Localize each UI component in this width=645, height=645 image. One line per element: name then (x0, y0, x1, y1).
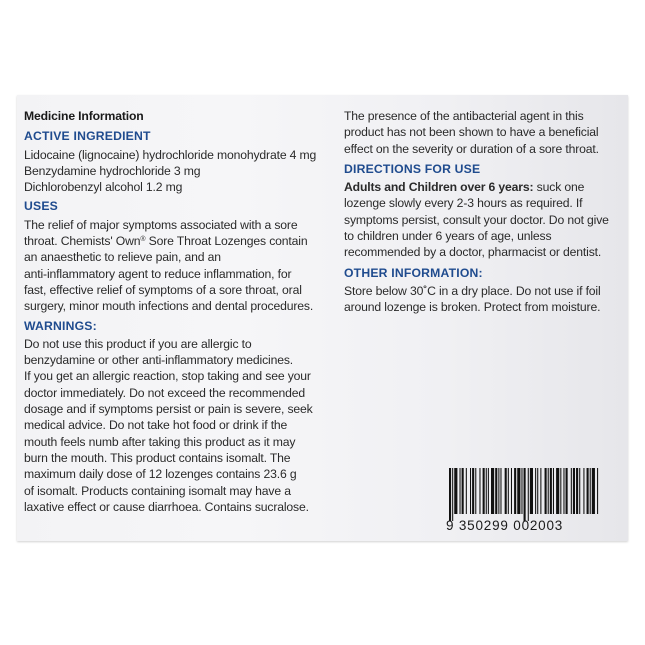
uses-line: anti-inflammatory agent to reduce inflammation, for (24, 266, 292, 281)
warnings-heading: WARNINGS: (24, 318, 97, 333)
right-column (344, 108, 626, 316)
warnings-line: Do not use this product if you are allergic to (24, 336, 252, 351)
directions-line: symptoms persist, consult your doctor. Do not give (344, 212, 609, 227)
warnings-text (24, 336, 334, 515)
active-ingredient-list (24, 147, 334, 196)
other-information-line: Store below 30˚C in a dry place. Do not use if foil (344, 283, 601, 298)
uses-line: an anaesthetic to relieve pain, and an (24, 250, 221, 265)
warnings-line: benzydamine or other anti-inflammatory medicines. (24, 353, 294, 368)
note-line: effect on the severity or duration of a sore throat. (344, 141, 599, 156)
ingredient-line: Dichlorobenzyl alcohol 1.2 mg (24, 180, 183, 195)
warnings-line: maximum daily dose of 12 lozenges contains 23.6 g (24, 467, 297, 482)
uses-text (24, 217, 334, 315)
uses-line-text: throat. Chemists' Own (24, 234, 141, 249)
directions-line (344, 179, 626, 195)
other-information-text (344, 283, 626, 316)
directions-heading: DIRECTIONS FOR USE (344, 161, 481, 176)
other-information-line: around lozenge is broken. Protect from moisture. (344, 300, 601, 315)
warnings-line: of isomalt. Products containing isomalt may have a (24, 483, 291, 498)
uses-line: The relief of major symptoms associated with a sore (24, 217, 298, 232)
directions-text (344, 179, 626, 260)
ingredient-line: Benzydamine hydrochloride 3 mg (24, 163, 201, 178)
registered-mark: ® (140, 236, 146, 244)
warnings-line: doctor immediately. Do not exceed the recommended (24, 385, 306, 400)
warnings-line: dosage and if symptoms persist or pain is severe, seek (24, 402, 313, 417)
barcode-number: 9 350299 002003 (446, 518, 564, 533)
uses-line: fast, effective relief of symptoms of a sore throat, oral (24, 282, 302, 297)
directions-line: recommended by a doctor, pharmacist or dentist. (344, 245, 602, 260)
ingredient-line: Lidocaine (lignocaine) hydrochloride monohydrate 4 mg (24, 147, 317, 162)
warnings-line: burn the mouth. This product contains isomalt. The (24, 450, 291, 465)
uses-line: surgery, minor mouth infections and dental procedures. (24, 299, 314, 314)
uses-heading: USES (24, 199, 58, 214)
other-information-heading: OTHER INFORMATION: (344, 265, 483, 280)
active-ingredient-heading: ACTIVE INGREDIENT (24, 129, 151, 144)
warnings-line: medical advice. Do not take hot food or drink if the (24, 418, 288, 433)
warnings-line: If you get an allergic reaction, stop taking and see your (24, 369, 311, 384)
warnings-line: laxative effect or cause diarrhoea. Contains sucralose. (24, 499, 309, 514)
directions-line: to children under 6 years of age, unless (344, 229, 552, 244)
uses-line (24, 233, 334, 249)
antibacterial-note (344, 108, 626, 157)
left-column (24, 108, 334, 515)
directions-line: lozenge slowly every 2-3 hours as required. If (344, 196, 583, 211)
note-line: product has not been shown to have a beneficial (344, 125, 599, 140)
note-line: The presence of the antibacterial agent in this (344, 109, 584, 123)
directions-lead: Adults and Children over 6 years: (344, 180, 534, 195)
barcode-bars (447, 468, 628, 521)
uses-line-text: Sore Throat Lozenges contain (145, 234, 308, 249)
directions-line-text: suck one (533, 180, 585, 195)
warnings-line: mouth feels numb after taking this product as it may (24, 434, 296, 449)
medicine-information-panel (17, 95, 628, 541)
panel-title: Medicine Information (24, 109, 144, 123)
